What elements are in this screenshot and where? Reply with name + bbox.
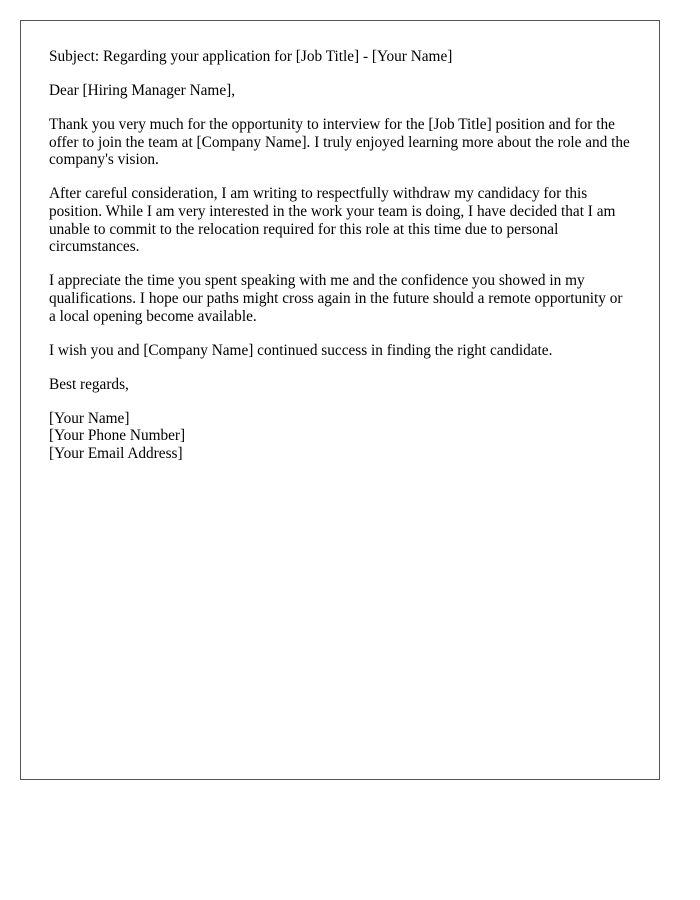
- signature-name: [Your Name]: [49, 409, 130, 427]
- letter-document: [20, 20, 660, 780]
- letter-paragraph-intro: Thank you very much for the opportunity to interview for the [Job Title] position and for the offer to join the team at [Company Name]. I truly enjoyed learning more about the role and the company's vision.: [49, 116, 630, 169]
- letter-paragraph-withdrawal: After careful consideration, I am writing to respectfully withdraw my candidacy for this position. While I am very interested in the work your team is doing, I have decided that I am unable to commit to the relocation required for this role at this time due to personal circumstances.: [49, 185, 616, 256]
- letter-closing: Best regards,: [49, 375, 129, 393]
- signature-phone: [Your Phone Number]: [49, 427, 186, 445]
- letter-paragraph-wishes: I wish you and [Company Name] continued success in finding the right candidate.: [49, 341, 553, 359]
- signature-block: [49, 410, 631, 463]
- letter-paragraph-appreciation: I appreciate the time you spent speaking with me and the confidence you showed in my qualifications. I hope our paths might cross again in the future should a remote opportunity or a local opening become available.: [49, 272, 623, 325]
- signature-email: [Your Email Address]: [49, 445, 183, 462]
- letter-subject: Subject: Regarding your application for [Job Title] - [Your Name]: [49, 48, 453, 65]
- letter-salutation: Dear [Hiring Manager Name],: [49, 82, 236, 100]
